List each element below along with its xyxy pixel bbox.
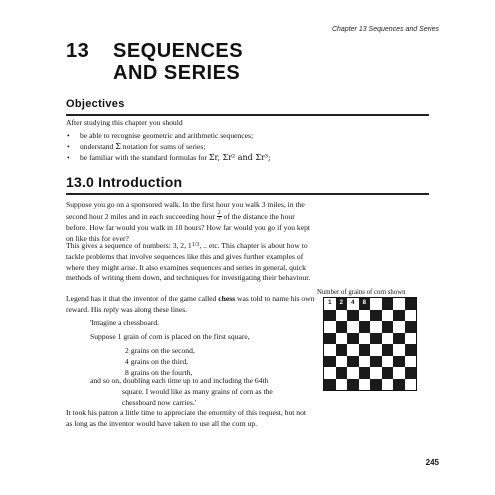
chessboard-square <box>324 333 336 345</box>
chessboard-square <box>405 333 417 345</box>
paragraph-legend <box>66 294 316 316</box>
paragraph-text: of the distance the hour before. How far would you walk in 10 hours? How far would you go if you kept on like this for ever? <box>66 211 311 243</box>
paragraph-text: This gives a sequence of numbers: 3, 2, 1 <box>66 241 192 250</box>
chessboard-square <box>370 321 382 333</box>
chessboard-square <box>405 344 417 356</box>
page-number: 245 <box>425 458 439 467</box>
quote-block <box>90 376 305 408</box>
chessboard-square <box>359 356 371 368</box>
chessboard-square <box>347 321 359 333</box>
chessboard-square <box>324 344 336 356</box>
chessboard-square <box>336 379 348 391</box>
chessboard-square <box>382 310 394 322</box>
objectives-intro: After studying this chapter you should <box>66 118 183 127</box>
chessboard-square <box>324 379 336 391</box>
chessboard-square <box>382 298 394 310</box>
quote-line: square. I would like as many grains of corn as the chessboard now carries.' <box>122 386 273 407</box>
chessboard-square <box>324 356 336 368</box>
section-title: Introduction <box>98 174 183 190</box>
sigma-symbol: Σ <box>115 142 121 151</box>
chessboard-square <box>359 379 371 391</box>
objectives-heading: Objectives <box>66 98 125 110</box>
chapter-title <box>66 40 243 84</box>
chessboard-square <box>382 367 394 379</box>
chessboard-square <box>393 344 405 356</box>
chessboard-square <box>336 310 348 322</box>
chessboard-square <box>370 344 382 356</box>
chessboard-square <box>347 344 359 356</box>
objective-item <box>66 152 271 163</box>
chessboard-square <box>393 367 405 379</box>
chessboard-square <box>405 367 417 379</box>
grain-count-label: 1 <box>324 298 336 310</box>
paragraph-text: Suppose you go on a sponsored walk. In the first hour you walk 3 miles, in the second hour 2 miles and in each succeeding hour <box>66 200 305 221</box>
chessboard-square <box>382 379 394 391</box>
chapter-title-line1: SEQUENCES <box>113 40 244 62</box>
chessboard-square <box>347 310 359 322</box>
section-heading <box>66 174 182 190</box>
chessboard-square <box>336 367 348 379</box>
chessboard-caption: Number of grains of corn shown <box>317 289 406 296</box>
chessboard-square <box>336 344 348 356</box>
objectives-rule <box>66 114 429 116</box>
chessboard-square <box>382 333 394 345</box>
chessboard-square <box>370 298 382 310</box>
chessboard-square <box>370 356 382 368</box>
chessboard-square <box>393 310 405 322</box>
chessboard-square <box>324 310 336 322</box>
chessboard-square <box>336 356 348 368</box>
chessboard-square <box>359 321 371 333</box>
chessboard-square <box>324 367 336 379</box>
chessboard-square <box>359 344 371 356</box>
objective-text: notation for sums of series; <box>120 142 206 151</box>
chessboard-square <box>370 367 382 379</box>
chessboard-square <box>347 333 359 345</box>
chessboard-square <box>405 310 417 322</box>
objective-text: understand <box>80 142 116 151</box>
paragraph-text: was told to name his own reward. His reply was along these lines. <box>66 294 315 314</box>
chessboard-square <box>347 379 359 391</box>
section-rule <box>66 193 429 195</box>
chessboard-square <box>370 379 382 391</box>
mixed-fraction: 1/3 <box>191 242 200 248</box>
paragraph-text: Legend has it that the inventor of the game called <box>66 294 219 303</box>
chessboard-square <box>393 333 405 345</box>
paragraph-sequence <box>66 240 316 284</box>
chessboard-square <box>382 321 394 333</box>
objective-item: • be able to recognise geometric and arithmetic sequences; <box>66 130 271 141</box>
quote-line: Suppose 1 grain of corn is placed on the first square, <box>90 332 250 341</box>
paragraph-text: , .. etc. This chapter is about how to tackle problems that involve sequences like this and gives further examples of where they might arise. It also examines sequences and series in general, quick methods of writing them down, and techniques for investigating their behaviour. <box>66 241 311 283</box>
quote-line: 2 grains on the second, <box>125 346 195 355</box>
chessboard-square <box>405 356 417 368</box>
chapter-number: 13 <box>66 40 90 62</box>
chapter-title-line2: AND SERIES <box>113 62 241 84</box>
chessboard-square <box>347 367 359 379</box>
bold-term-chess: chess <box>218 294 236 303</box>
chessboard-square <box>405 321 417 333</box>
chessboard-square <box>336 321 348 333</box>
grain-count-label: 8 <box>359 298 371 310</box>
chessboard-square <box>393 379 405 391</box>
quote-line: 8 grains on the fourth, <box>125 367 193 377</box>
chessboard-square <box>393 298 405 310</box>
objective-item <box>66 141 271 152</box>
fraction-two-thirds <box>217 211 222 223</box>
objectives-list <box>66 130 271 163</box>
chessboard-square <box>324 321 336 333</box>
grain-count-label: 4 <box>347 298 359 310</box>
chessboard-square <box>382 356 394 368</box>
chessboard-square <box>405 379 417 391</box>
chessboard-square <box>405 298 417 310</box>
paragraph-walk <box>66 200 316 244</box>
chessboard-square <box>382 344 394 356</box>
quote-line: 'Imagine a chessboard. <box>90 318 160 327</box>
chessboard-square <box>393 356 405 368</box>
fraction-numerator: 2 <box>217 209 221 216</box>
quote-line: 4 grains on the third, <box>125 356 189 366</box>
grain-count-label: 2 <box>336 298 348 310</box>
paragraph-conclusion: It took his patron a little time to appreciate the enormity of this request, but not as long as the inventor would have taken to use all the corn up. <box>66 408 306 428</box>
chessboard-square <box>359 310 371 322</box>
chessboard-square <box>370 333 382 345</box>
chessboard-square <box>347 356 359 368</box>
chessboard-square <box>359 367 371 379</box>
quote-line: and so on, doubling each time up to and including the 64th <box>90 376 269 385</box>
quote-block <box>125 346 195 378</box>
chessboard-square <box>359 333 371 345</box>
chessboard-square <box>393 321 405 333</box>
running-head: Chapter 13 Sequences and Series <box>331 26 439 33</box>
chessboard-square <box>336 333 348 345</box>
section-number: 13.0 <box>66 174 95 190</box>
chessboard-figure <box>323 297 417 391</box>
fraction-denominator: 3 <box>217 216 221 223</box>
chessboard-square <box>370 310 382 322</box>
sum-formulas: Σr, Σr² and Σr³; <box>208 153 271 162</box>
objective-text: be familiar with the standard formulas for <box>80 153 209 162</box>
